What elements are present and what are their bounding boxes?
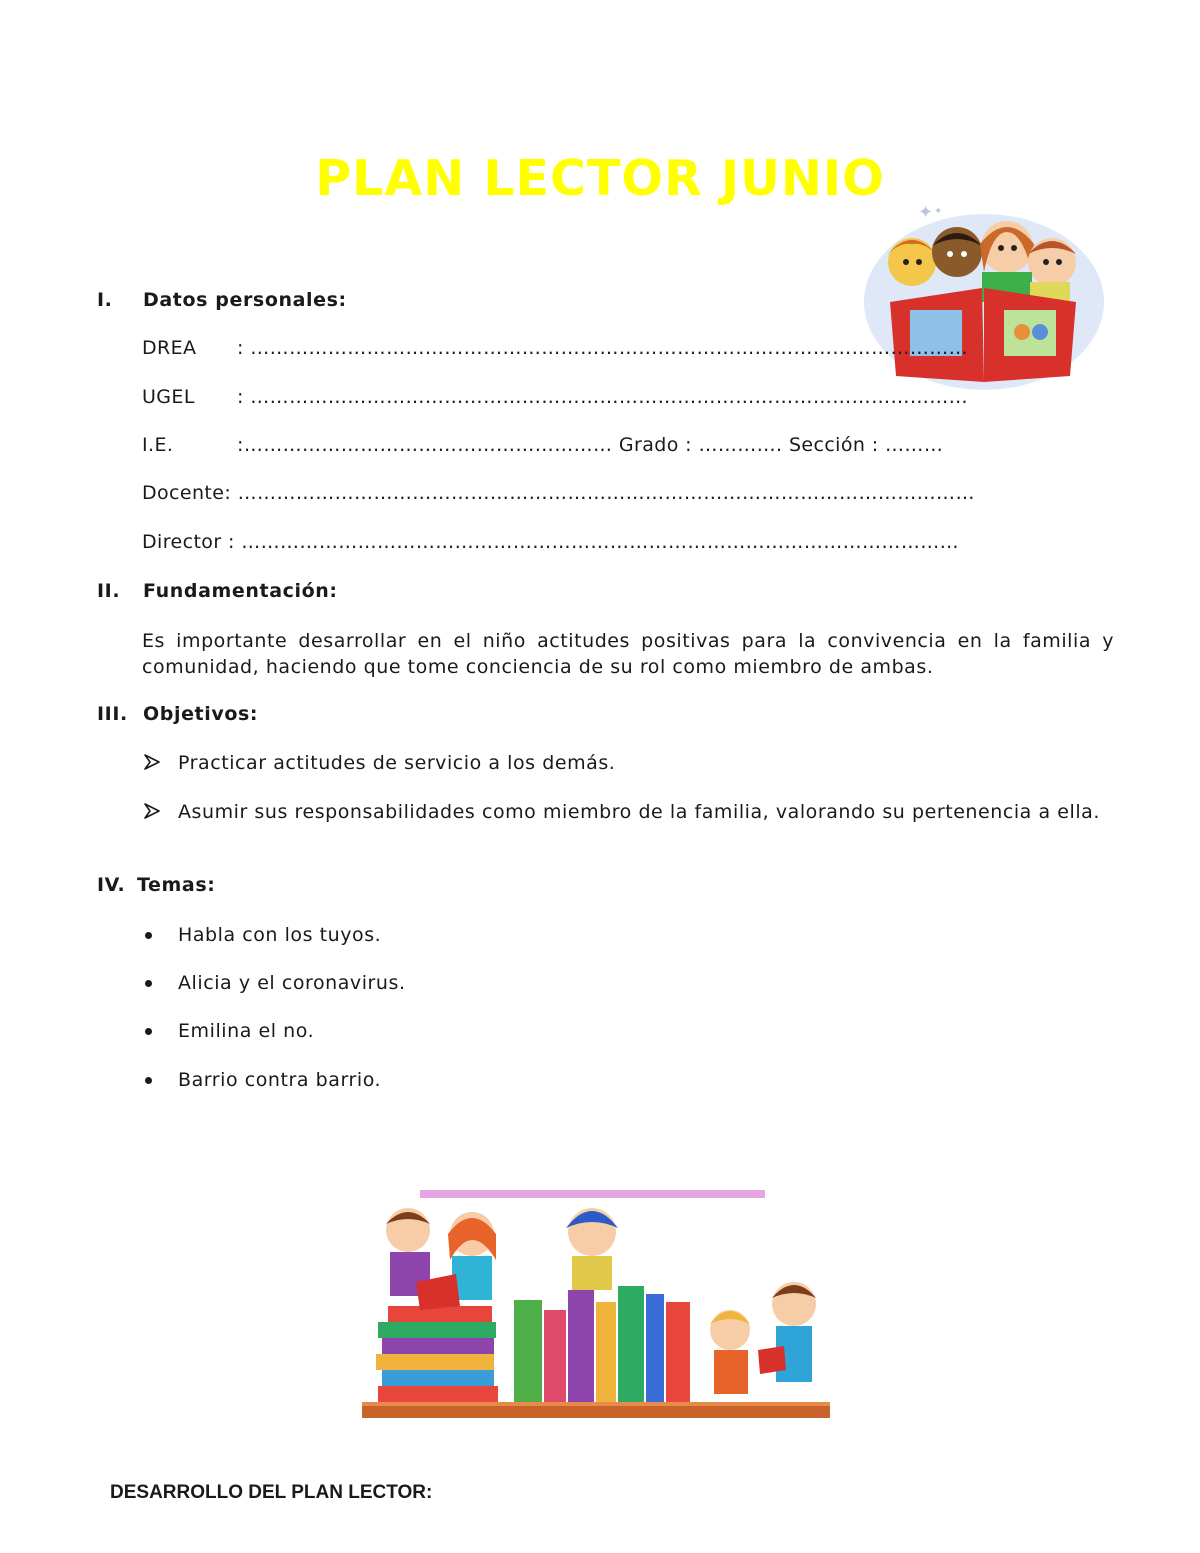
section-heading: Fundamentación: xyxy=(143,580,338,602)
page-title: PLAN LECTOR JUNIO xyxy=(315,150,885,207)
grado-label: Grado : xyxy=(618,434,692,456)
tema-item xyxy=(142,1018,1042,1044)
field-docente xyxy=(142,482,975,504)
section-number: IV. xyxy=(97,874,126,896)
field-label: I.E. xyxy=(142,434,174,456)
field-label: Docente: xyxy=(142,482,232,504)
field-drea xyxy=(142,337,196,359)
fundamentacion-paragraph: Es importante desarrollar en el niño actitudes positivas para la convivencia en la familia y comunidad, haciendo que tome conciencia de su rol como miembro de ambas. xyxy=(142,630,1114,678)
bullet-dot-icon xyxy=(145,980,152,987)
seccion-blank: ……… xyxy=(885,434,944,456)
objetivo-item xyxy=(142,750,1114,776)
field-label: UGEL xyxy=(142,386,195,408)
section-fundamentacion xyxy=(97,580,497,606)
field-ugel xyxy=(142,386,195,408)
bullet-dot-icon xyxy=(145,1028,152,1035)
seccion-label: Sección : xyxy=(788,434,879,456)
field-label: DREA xyxy=(142,337,197,359)
field-blank: ………………………………………………………………………………………………… xyxy=(250,337,969,359)
children-reading-illustration xyxy=(862,192,1106,392)
bullet-dot-icon xyxy=(145,932,152,939)
tema-text: Habla con los tuyos. xyxy=(178,924,382,946)
objetivo-item xyxy=(142,799,1114,825)
field-blank: …………………………………………………………………………………………………… xyxy=(237,482,975,504)
tema-text: Emilina el no. xyxy=(178,1020,315,1042)
section-number: II. xyxy=(97,580,121,602)
tema-item xyxy=(142,970,1042,996)
grado-blank: …………. xyxy=(698,434,783,456)
field-separator: : xyxy=(237,337,244,359)
arrowhead-icon xyxy=(144,803,160,819)
tema-text: Alicia y el coronavirus. xyxy=(178,972,406,994)
desarrollo-heading: DESARROLLO DEL PLAN LECTOR: xyxy=(110,1482,433,1503)
field-separator: : xyxy=(237,434,244,456)
kids-books-image xyxy=(360,1190,855,1422)
section-objetivos xyxy=(97,703,497,729)
tema-text: Barrio contra barrio. xyxy=(178,1069,382,1091)
field-label: Director : xyxy=(142,531,235,553)
field-ie-value xyxy=(237,434,943,456)
section-number: I. xyxy=(97,289,113,311)
tema-item xyxy=(142,1067,1042,1093)
field-blank: ………………………………………………………………………………………………… xyxy=(241,531,960,553)
section-heading: Datos personales: xyxy=(143,289,347,311)
field-director xyxy=(142,531,959,553)
section-temas xyxy=(97,874,497,900)
svg-text:✦: ✦ xyxy=(934,206,943,217)
objetivo-text: Asumir sus responsabilidades como miembro de la familia, valorando su pertenencia a ella. xyxy=(178,801,1100,823)
field-drea-value xyxy=(237,337,968,359)
field-blank: ………………………………………………… xyxy=(243,434,613,456)
bookshelf-illustration xyxy=(360,1190,855,1422)
objetivo-text: Practicar actitudes de servicio a los demás. xyxy=(178,752,616,774)
arrowhead-icon xyxy=(144,754,160,770)
field-ie xyxy=(142,434,173,456)
field-ugel-value xyxy=(237,386,968,408)
section-heading: Objetivos: xyxy=(143,703,259,725)
section-heading: Temas: xyxy=(137,874,216,896)
section-number: III. xyxy=(97,703,128,725)
bullet-dot-icon xyxy=(145,1077,152,1084)
svg-text:✦: ✦ xyxy=(918,202,934,223)
section-datos-personales xyxy=(97,289,497,315)
field-blank: ………………………………………………………………………………………………… xyxy=(250,386,969,408)
field-separator: : xyxy=(237,386,244,408)
tema-item xyxy=(142,922,1042,948)
children-reading-image xyxy=(862,192,1106,392)
